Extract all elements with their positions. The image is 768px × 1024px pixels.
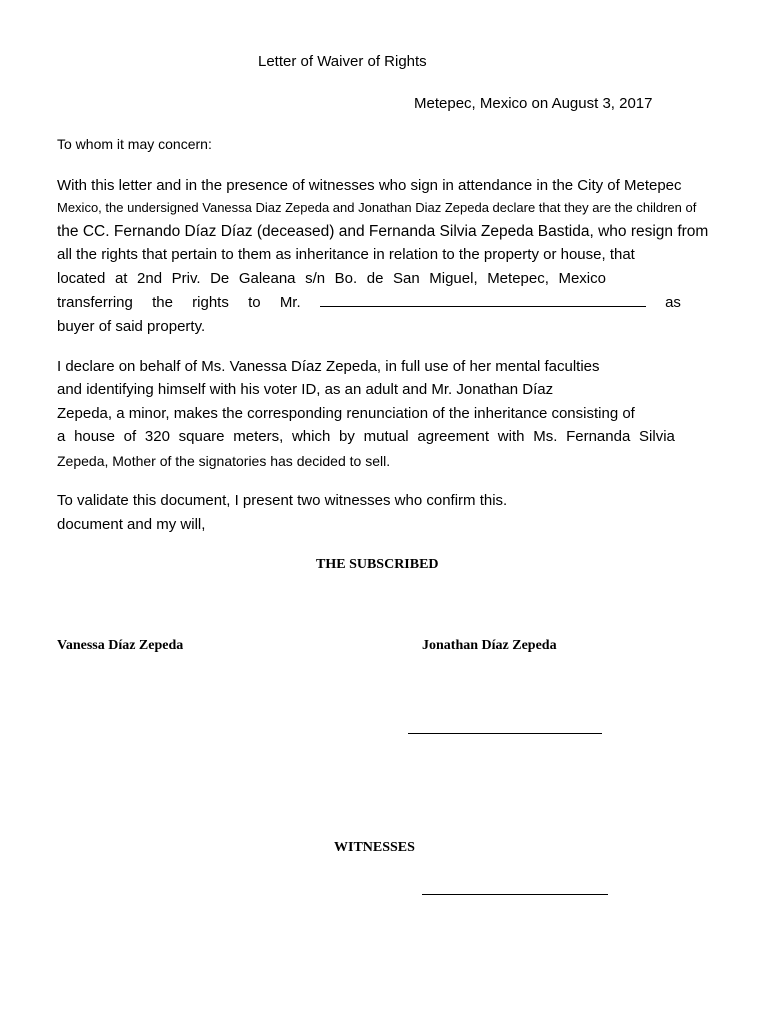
word: which (291, 428, 331, 445)
paragraph2-line1: I declare on behalf of Ms. Vanessa Díaz Zepeda, in full use of her mental faculties (57, 358, 600, 375)
paragraph1-line3: the CC. Fernando Díaz Díaz (deceased) and Fernanda Silvia Zepeda Bastida, who resign from (57, 223, 709, 240)
word: Ms. (533, 428, 558, 445)
word: Galeana (238, 270, 296, 287)
signer-jonathan: Jonathan Díaz Zepeda (422, 638, 557, 653)
word: s/n (305, 270, 326, 287)
witness-signature-line[interactable] (422, 894, 608, 895)
word: a (57, 428, 66, 445)
word: 320 (144, 428, 170, 445)
signer-vanessa: Vanessa Díaz Zepeda (57, 638, 184, 653)
paragraph2-line5: Zepeda, Mother of the signatories has decided to sell. (57, 453, 391, 469)
word: Metepec, (487, 270, 549, 287)
paragraph1-line2: Mexico, the undersigned Vanessa Diaz Zepeda and Jonathan Diaz Zepeda declare that they are the children of (57, 200, 697, 215)
word: Priv. (171, 270, 201, 287)
word: by (339, 428, 355, 445)
word: Miguel, (429, 270, 478, 287)
paragraph1-line1: With this letter and in the presence of witnesses who sign in attendance in the City of Metepec (57, 177, 682, 194)
word: Fernanda (566, 428, 631, 445)
word: square (178, 428, 225, 445)
paragraph2-line2: and identifying himself with his voter ID, as an adult and Mr. Jonathan Díaz (57, 381, 554, 398)
word: rights (192, 294, 229, 311)
word: agreement (417, 428, 490, 445)
place-date: Metepec, Mexico on August 3, 2017 (414, 95, 653, 112)
document-title: Letter of Waiver of Rights (258, 53, 427, 70)
subscribed-heading: THE SUBSCRIBED (316, 557, 439, 572)
paragraph1-line7: buyer of said property. (57, 318, 206, 335)
paragraph1-line6 (57, 294, 681, 311)
word: the (152, 294, 173, 311)
word: with (497, 428, 525, 445)
word: Mr. (279, 294, 301, 311)
word: Mexico (558, 270, 606, 287)
paragraph2-line3: Zepeda, a minor, makes the corresponding renunciation of the inheritance consisting of (57, 405, 635, 422)
word: to (248, 294, 261, 311)
word: mutual (363, 428, 409, 445)
witnesses-heading: WITNESSES (334, 840, 415, 855)
word: house (74, 428, 115, 445)
word: 2nd (137, 270, 163, 287)
word: Silvia (639, 428, 675, 445)
paragraph1-line4: all the rights that pertain to them as inheritance in relation to the property or house, that (57, 246, 635, 263)
word: de (366, 270, 384, 287)
word: of (123, 428, 137, 445)
word: De (210, 270, 230, 287)
signature-line[interactable] (408, 733, 602, 734)
paragraph3-line1: To validate this document, I present two witnesses who confirm this. (57, 492, 508, 509)
word: Bo. (334, 270, 358, 287)
word: San (393, 270, 420, 287)
word: located (57, 270, 106, 287)
salutation: To whom it may concern: (57, 136, 212, 152)
word: meters, (233, 428, 284, 445)
word: as (665, 294, 681, 311)
paragraph3-line2: document and my will, (57, 516, 206, 533)
word: at (114, 270, 128, 287)
paragraph1-line5 (57, 270, 606, 287)
word: transferring (57, 294, 133, 311)
buyer-name-blank[interactable] (320, 294, 646, 307)
paragraph2-line4 (57, 428, 675, 445)
